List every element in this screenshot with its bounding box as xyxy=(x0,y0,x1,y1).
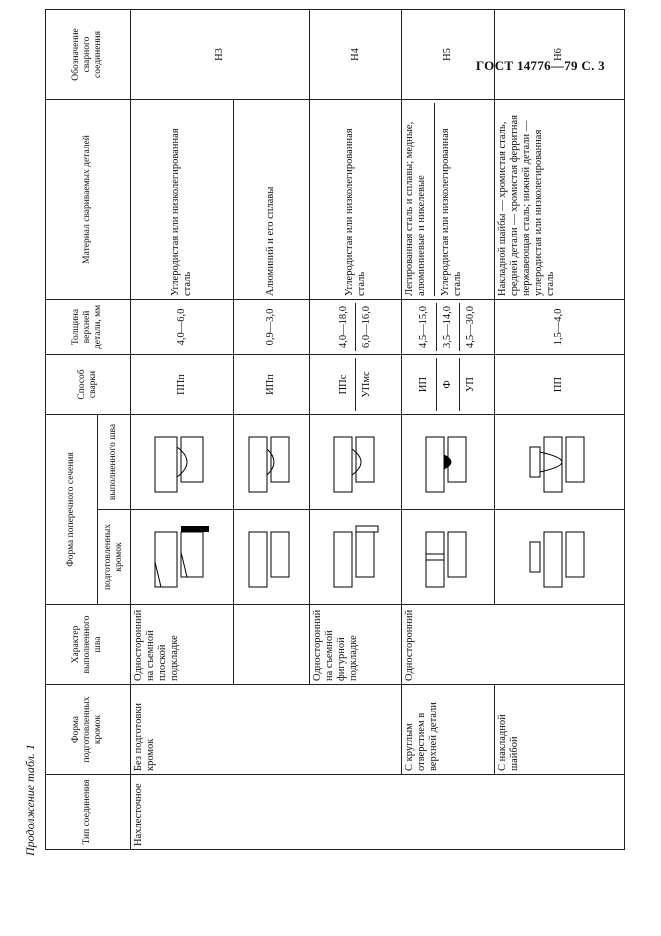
cell-edge-none: Без подготовки кромок xyxy=(130,685,402,775)
cell-h6-code: Н6 xyxy=(494,9,624,99)
cell-h5-m1: ИП xyxy=(418,376,430,393)
fig-h3-prep xyxy=(130,510,233,605)
cell-seam-shaped: Односторонний на съемной фигурной подкладке xyxy=(309,605,401,685)
cell-h5-m2: Ф xyxy=(441,380,453,389)
col-material: Материал свариваемых деталей xyxy=(46,99,131,299)
fig-h4-exec xyxy=(309,414,401,509)
cell-h5-methods xyxy=(402,354,494,414)
fig-h3b-prep xyxy=(233,510,309,605)
rotated-table-container xyxy=(23,10,625,856)
table-caption: Продолжение табл. 1 xyxy=(23,744,37,856)
cell-h3b-method: ИПп xyxy=(233,354,309,414)
cell-h6-material: Накладной шайбы — хромистая сталь, средней детали — хромистая ферритная нержавеющая сталь; нижней детали — углеродистая или низколегированная сталь xyxy=(494,99,624,299)
col-method: Способ сварки xyxy=(46,354,131,414)
fig-h3b-exec xyxy=(233,414,309,509)
cell-blank xyxy=(233,605,309,685)
cell-h5-material xyxy=(402,99,494,299)
cell-h4-thickness1: 4,0—18,0 xyxy=(337,305,349,348)
cell-h4-thicknesses xyxy=(309,299,401,354)
cell-h5-code: Н5 xyxy=(402,9,494,99)
col-thickness: Толщина верхней детали, мм xyxy=(46,299,131,354)
cell-h4-thickness2: 6,0—16,0 xyxy=(361,305,373,348)
page-header: ГОСТ 14776—79 С. 3 xyxy=(475,58,605,73)
cell-h3-material: Углеродистая или низколегированная сталь xyxy=(130,99,233,299)
cell-edge-washer: С накладной шайбой xyxy=(494,685,624,775)
cell-seam-one: Односторонний xyxy=(402,605,625,685)
cell-h5-thicknesses xyxy=(402,299,494,354)
cell-h3-method: ППп xyxy=(130,354,233,414)
fig-h5-exec xyxy=(402,414,494,509)
fig-h6-exec xyxy=(494,414,624,509)
col-joint-type: Тип соединения xyxy=(46,775,131,850)
col-edge-form: Форма подготовленных кромок xyxy=(46,685,131,775)
col-seam-char: Характер выполненного шва xyxy=(46,605,131,685)
cell-h4-code: Н4 xyxy=(309,9,401,99)
col-designation: Обозначение сварного соединения xyxy=(46,9,131,99)
cell-joint-type: Нахлесточное xyxy=(130,775,624,850)
cell-edge-round: С круглым отверстием в верхней детали xyxy=(402,685,494,775)
cell-h6-method: ПП xyxy=(494,354,624,414)
weld-table xyxy=(45,9,625,850)
cell-h5-m3: УП xyxy=(465,376,477,392)
col-prepared: подготовленных кромок xyxy=(98,510,131,605)
cell-h4-material: Углеродистая или низколегированная сталь xyxy=(309,99,401,299)
cell-h4-method2: УПмс xyxy=(361,371,373,398)
fig-h4-prep xyxy=(309,510,401,605)
cell-h5-t3: 4,5—30,0 xyxy=(465,305,477,348)
cell-h3b-material: Алюминий и его сплавы xyxy=(233,99,309,299)
cell-h6-thickness: 1,5—4,0 xyxy=(494,299,624,354)
cell-h5-t2: 3,5—14,0 xyxy=(441,305,453,348)
fig-h5-prep xyxy=(402,510,494,605)
fig-h6-prep xyxy=(494,510,624,605)
cell-h5-t1: 4,5—15,0 xyxy=(418,305,430,348)
fig-h3-exec xyxy=(130,414,233,509)
cell-h5-mat1: Легированная сталь и сплавы; медные, алюминиевые и никелевые xyxy=(404,121,428,296)
cell-h3-thickness: 4,0—6,0 xyxy=(130,299,233,354)
cell-h4-methods xyxy=(309,354,401,414)
col-cross-section: Форма поперечного сечения xyxy=(46,414,98,604)
cell-h4-method1: ППс xyxy=(337,374,349,395)
cell-seam-flat: Односторонний на съемной плоской подкладке xyxy=(130,605,233,685)
cell-h3-code: Н3 xyxy=(130,9,309,99)
col-executed: выполненного шва xyxy=(98,414,131,509)
cell-h3b-thickness: 0,9—3,0 xyxy=(233,299,309,354)
cell-h5-mat2: Углеродистая или низколегированная сталь xyxy=(439,128,463,296)
